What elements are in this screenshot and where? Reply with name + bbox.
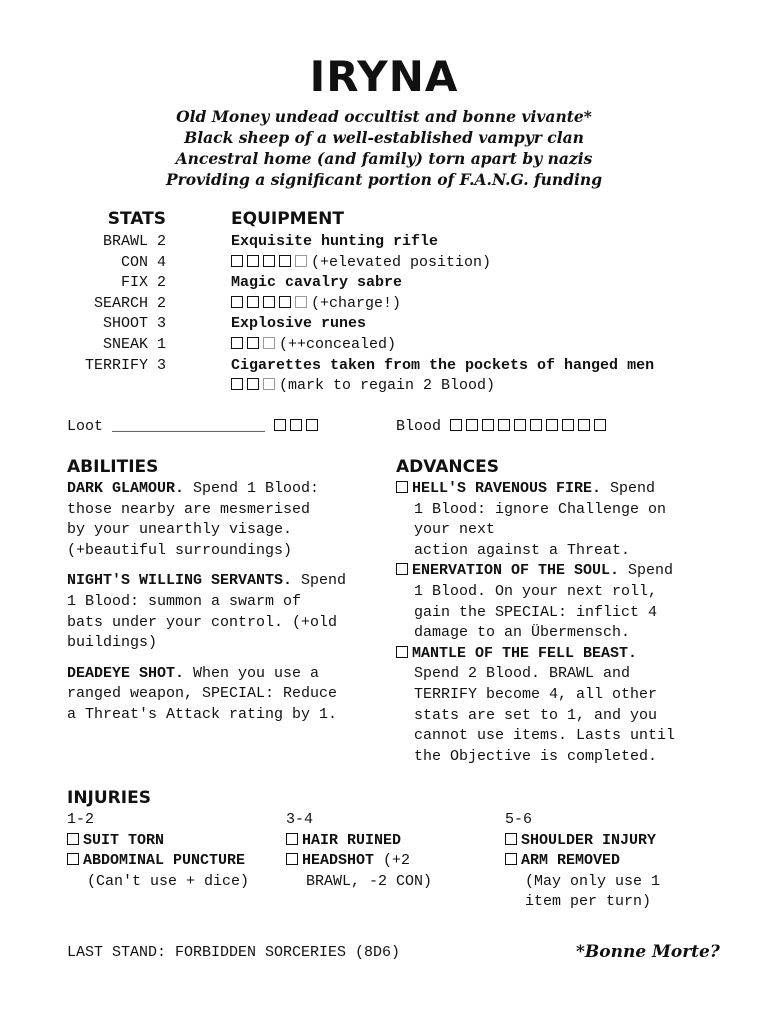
equipment-name: Exquisite hunting rifle [231, 233, 439, 250]
equipment-uses [231, 335, 654, 356]
injuries-heading: INJURIES [67, 788, 151, 808]
checkbox[interactable] [396, 481, 408, 493]
equipment-note: (mark to regain 2 Blood) [279, 377, 496, 395]
injury-extra: (+2 [374, 852, 411, 870]
advance-text: damage to an Übermensch. [414, 624, 631, 642]
checkbox[interactable] [231, 296, 243, 308]
checkbox[interactable] [67, 853, 79, 865]
loot-row [67, 417, 322, 438]
equipment-name: Cigarettes taken from the pockets of hanged men [231, 356, 655, 374]
loot-label: Loot [67, 418, 104, 435]
checkbox[interactable] [450, 419, 462, 431]
checkbox[interactable] [247, 337, 259, 349]
ability-text: Spend [292, 572, 347, 590]
checkbox[interactable] [290, 419, 302, 431]
advance [396, 479, 726, 561]
injury-name: ABDOMINAL PUNCTURE [83, 852, 246, 870]
advance [396, 561, 726, 643]
ability [67, 479, 387, 561]
checkbox[interactable] [247, 296, 259, 308]
checkbox[interactable] [247, 378, 259, 390]
equipment-note: (+elevated position) [311, 253, 492, 271]
checkbox[interactable] [396, 563, 408, 575]
advance-text: 1 Blood. On your next roll, [414, 582, 658, 600]
ability-name: NIGHT'S WILLING SERVANTS. [67, 572, 293, 590]
injury-range: 5-6 [505, 811, 533, 828]
injury-note: (Can't use + dice) [87, 872, 250, 890]
stat-brawl: BRAWL 2 [102, 233, 166, 250]
loot-boxes [274, 418, 322, 435]
stat-terrify: TERRIFY 3 [84, 356, 166, 374]
checkbox[interactable] [578, 419, 590, 431]
checkbox[interactable] [286, 853, 298, 865]
advance-text: the Objective is completed. [414, 747, 658, 765]
description-line: Black sheep of a well-established vampyr clan [184, 128, 584, 147]
injury-range: 3-4 [286, 811, 314, 828]
advance-text: action against a Threat. [414, 541, 631, 559]
advance-name: HELL'S RAVENOUS FIRE. [412, 480, 602, 497]
checkbox[interactable] [546, 419, 558, 431]
stats-heading: STATS [107, 209, 166, 229]
blood-label: Blood [396, 418, 442, 435]
checkbox[interactable] [295, 255, 307, 267]
stat-con: CON 4 [120, 253, 166, 271]
checkbox[interactable] [231, 378, 243, 390]
ability-text: When you use a [184, 664, 320, 682]
checkbox[interactable] [530, 419, 542, 431]
advance-text: stats are set to 1, and you [414, 706, 658, 724]
checkbox[interactable] [514, 419, 526, 431]
ability [67, 664, 387, 726]
checkbox[interactable] [295, 296, 307, 308]
last-stand: LAST STAND: FORBIDDEN SORCERIES (8D6) [67, 944, 401, 961]
checkbox[interactable] [466, 419, 478, 431]
checkbox[interactable] [286, 833, 298, 845]
advance [396, 644, 726, 768]
equipment-list [231, 232, 654, 397]
checkbox[interactable] [231, 255, 243, 267]
injury-column [286, 810, 432, 892]
abilities-list [67, 479, 387, 736]
loot-line[interactable]: _________________ [112, 418, 266, 435]
advance-name: ENERVATION OF THE SOUL. [412, 562, 620, 580]
checkbox[interactable] [279, 296, 291, 308]
injury-name: HAIR RUINED [302, 831, 402, 849]
ability-text: ranged weapon, SPECIAL: Reduce [67, 685, 338, 703]
checkbox[interactable] [247, 255, 259, 267]
checkbox[interactable] [498, 419, 510, 431]
injury-range: 1-2 [67, 811, 95, 828]
ability-text: 1 Blood: summon a swarm of [67, 592, 302, 610]
advance-name: MANTLE OF THE FELL BEAST. [412, 644, 638, 662]
ability-text: bats under your control. (+old [67, 613, 338, 631]
equipment-note: (++concealed) [279, 335, 397, 353]
ability-text: (+beautiful surroundings) [67, 541, 293, 559]
checkbox[interactable] [594, 419, 606, 431]
injury-note: item per turn) [525, 893, 652, 911]
injury-name: ARM REMOVED [521, 852, 621, 870]
ability [67, 571, 387, 653]
advance-text: Spend [619, 562, 674, 580]
description-line: Providing a significant portion of F.A.N.G. funding [165, 170, 603, 189]
checkbox[interactable] [274, 419, 286, 431]
advances-heading: ADVANCES [396, 457, 499, 477]
checkbox[interactable] [231, 337, 243, 349]
injury-name: SUIT TORN [83, 831, 165, 849]
blood-boxes [450, 418, 610, 435]
abilities-heading: ABILITIES [67, 457, 159, 477]
checkbox[interactable] [263, 378, 275, 390]
injury-column [67, 810, 249, 892]
injury-note: (May only use 1 [525, 872, 661, 890]
checkbox[interactable] [67, 833, 79, 845]
stat-search: SEARCH 2 [93, 294, 166, 312]
advance-text: Spend 2 Blood. BRAWL and [414, 665, 631, 683]
advance-text: gain the SPECIAL: inflict 4 [414, 603, 658, 621]
ability-text: those nearby are mesmerised [67, 500, 311, 518]
advances-list [396, 479, 726, 767]
checkbox[interactable] [279, 255, 291, 267]
equipment-name: Explosive runes [231, 315, 367, 333]
ability-name: DEADEYE SHOT. [67, 664, 185, 682]
equipment-uses [231, 253, 654, 274]
ability-text: a Threat's Attack rating by 1. [67, 705, 338, 723]
injury-note: BRAWL, -2 CON) [306, 872, 433, 890]
description-line: Ancestral home (and family) torn apart by nazis [175, 149, 593, 168]
footnote: *Bonne Morte? [576, 942, 720, 962]
checkbox[interactable] [505, 833, 517, 845]
ability-text: Spend 1 Blood: [184, 480, 320, 497]
advance-text: Spend [601, 480, 656, 497]
ability-name: DARK GLAMOUR. [67, 480, 185, 497]
ability-text: by your unearthly visage. [67, 521, 293, 539]
checkbox[interactable] [306, 419, 318, 431]
injury-name: SHOULDER INJURY [521, 831, 657, 849]
equipment-uses [231, 376, 654, 397]
stat-shoot: SHOOT 3 [102, 315, 166, 333]
equipment-note: (+charge!) [311, 294, 402, 312]
checkbox[interactable] [263, 255, 275, 267]
checkbox[interactable] [396, 646, 408, 658]
advance-text: your next [414, 521, 496, 539]
equipment-name: Magic cavalry sabre [231, 274, 403, 292]
advance-text: TERRIFY become 4, all other [414, 685, 658, 703]
stat-sneak: SNEAK 1 [102, 335, 166, 353]
checkbox[interactable] [263, 296, 275, 308]
advance-text: cannot use items. Lasts until [414, 727, 676, 745]
checkbox[interactable] [263, 337, 275, 349]
character-description [0, 106, 768, 190]
ability-text: buildings) [67, 634, 158, 652]
checkbox[interactable] [505, 853, 517, 865]
advance-text: 1 Blood: ignore Challenge on [414, 500, 667, 518]
injury-name: HEADSHOT [302, 852, 375, 870]
stat-fix: FIX 2 [120, 274, 166, 292]
checkbox[interactable] [482, 419, 494, 431]
equipment-uses [231, 294, 654, 315]
stats-list [60, 232, 166, 376]
checkbox[interactable] [562, 419, 574, 431]
character-name: IRYNA [309, 52, 459, 101]
injury-column [505, 810, 660, 913]
blood-row [396, 417, 610, 438]
equipment-heading: EQUIPMENT [231, 209, 345, 229]
description-line: Old Money undead occultist and bonne vivante* [176, 107, 592, 126]
